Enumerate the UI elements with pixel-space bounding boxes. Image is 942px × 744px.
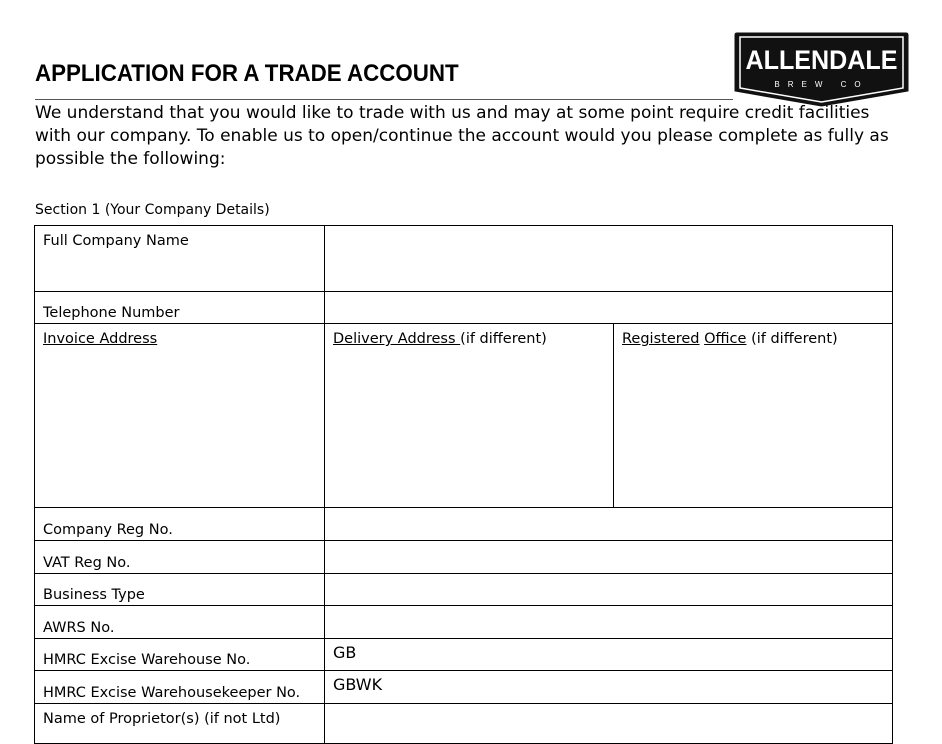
awrs-field[interactable] xyxy=(325,606,893,639)
logo-tagline: BREW CO xyxy=(774,80,869,89)
invoice-address-label: Invoice Address xyxy=(43,331,158,347)
company-details-table xyxy=(34,225,893,744)
hmrc-warehouse-field[interactable] xyxy=(325,639,893,671)
hmrc-warehouse-label: HMRC Excise Warehouse No. xyxy=(35,639,325,671)
full-company-name-label: Full Company Name xyxy=(35,226,325,292)
business-type-label: Business Type xyxy=(35,574,325,606)
telephone-field[interactable] xyxy=(325,292,893,324)
hmrc-keeper-prefix: GBWK xyxy=(333,675,383,694)
title-underline xyxy=(35,99,733,100)
hmrc-keeper-field[interactable] xyxy=(325,671,893,704)
invoice-address-cell[interactable] xyxy=(35,324,325,508)
hmrc-warehouse-prefix: GB xyxy=(333,643,357,662)
delivery-address-cell[interactable] xyxy=(325,324,614,508)
company-reg-field[interactable] xyxy=(325,508,893,541)
vat-reg-label: VAT Reg No. xyxy=(35,541,325,574)
proprietor-field[interactable] xyxy=(325,704,893,744)
delivery-address-label: Delivery Address xyxy=(333,331,461,347)
telephone-label: Telephone Number xyxy=(35,292,325,324)
registered-office-cell[interactable] xyxy=(614,324,893,508)
vat-reg-field[interactable] xyxy=(325,541,893,574)
logo-name: ALLENDALE xyxy=(745,45,898,75)
allendale-logo xyxy=(733,31,910,108)
proprietor-label: Name of Proprietor(s) (if not Ltd) xyxy=(35,704,325,744)
page-title: APPLICATION FOR A TRADE ACCOUNT xyxy=(35,60,459,87)
intro-paragraph: We understand that you would like to trade with us and may at some point require credit facilities with our company. To enable us to open/continue the account would you please complete as fully as possible the following: xyxy=(35,103,889,169)
section-1-label: Section 1 (Your Company Details) xyxy=(35,202,270,218)
hmrc-keeper-label: HMRC Excise Warehousekeeper No. xyxy=(35,671,325,704)
awrs-label: AWRS No. xyxy=(35,606,325,639)
office-word: Office xyxy=(704,331,747,347)
registered-word: Registered xyxy=(622,331,700,347)
company-reg-label: Company Reg No. xyxy=(35,508,325,541)
registered-office-note: (if different) xyxy=(751,331,838,347)
full-company-name-field[interactable] xyxy=(325,226,893,292)
business-type-field[interactable] xyxy=(325,574,893,606)
delivery-address-note: (if different) xyxy=(460,331,547,347)
